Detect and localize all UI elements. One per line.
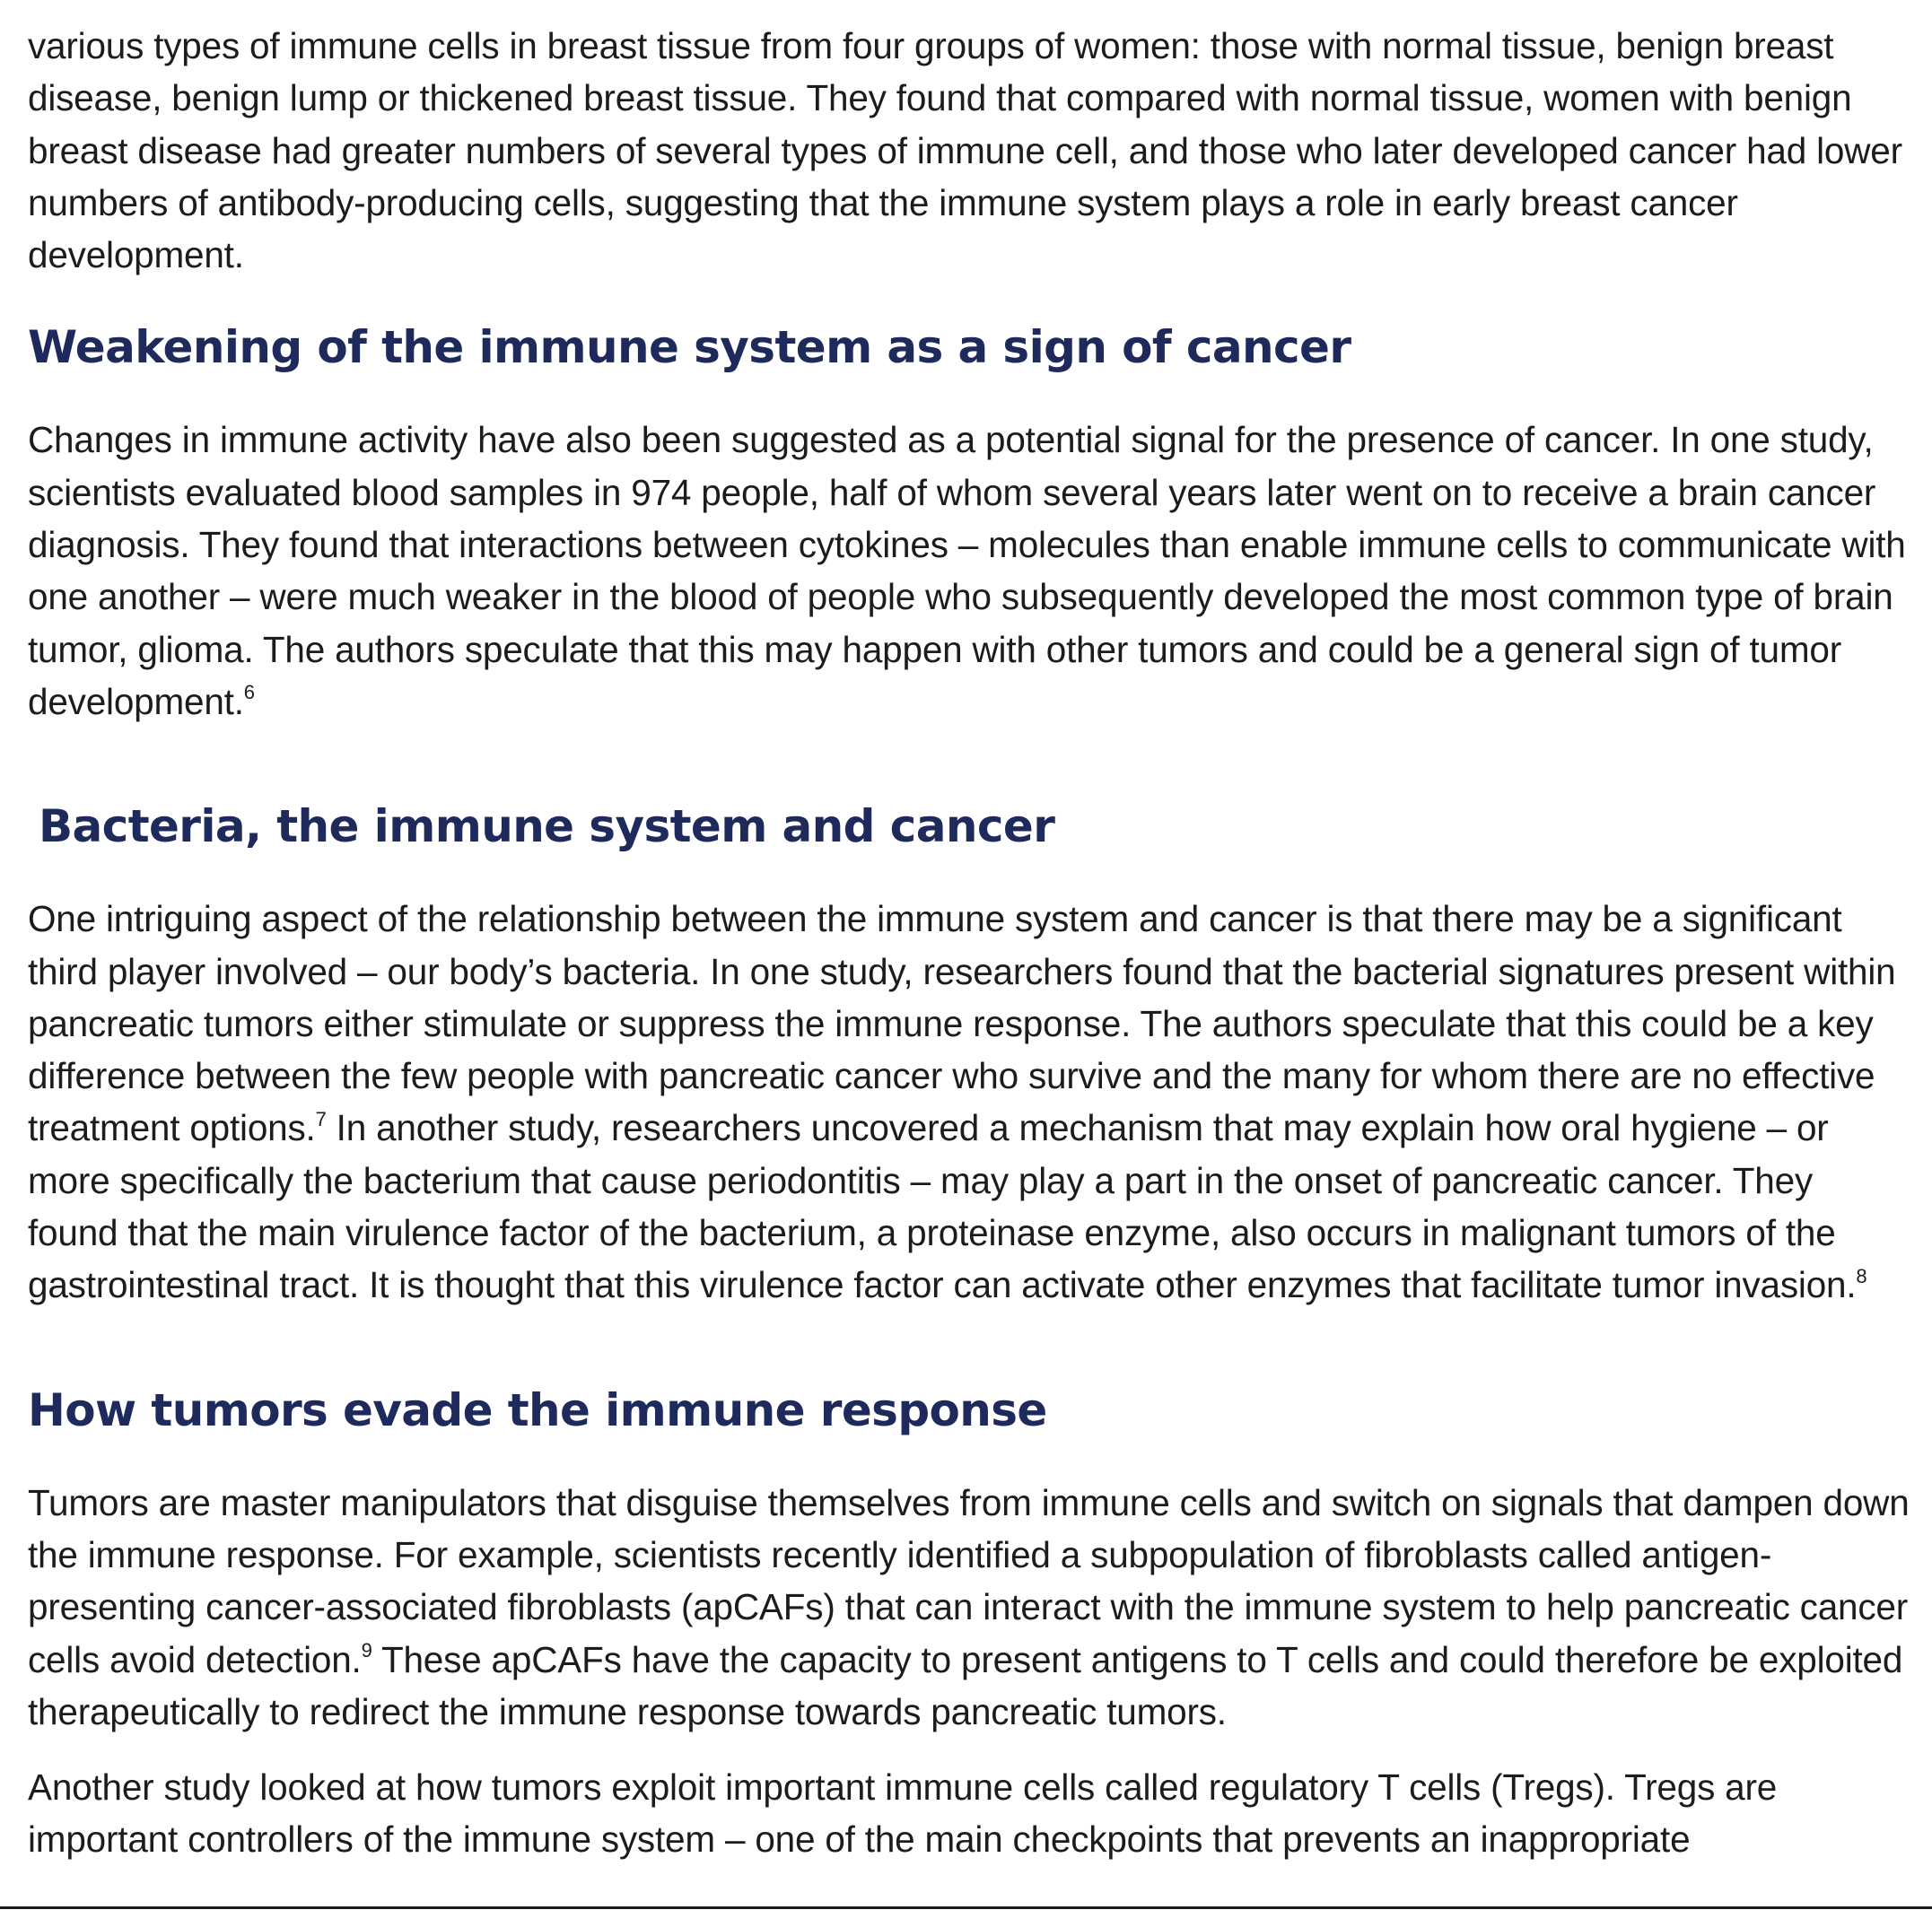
reference-8: 8 bbox=[1856, 1264, 1867, 1287]
paragraph-bacteria bbox=[28, 893, 1912, 1311]
bottom-divider bbox=[0, 1906, 1932, 1909]
heading-evade: How tumors evade the immune response bbox=[28, 1383, 1047, 1436]
paragraph-evade-1-text-2: These apCAFs have the capacity to present antigens to T cells and could therefore be exploited therapeutically to redirect the immune response towards pancreatic tumors. bbox=[28, 1638, 1903, 1732]
reference-7: 7 bbox=[315, 1107, 327, 1130]
intro-paragraph-text: various types of immune cells in breast tissue from four groups of women: those with normal tissue, benign breast disease, benign lump or thickened breast tissue. They found that compared with normal tissue, women with benign breast disease had greater numbers of several types of immune cell, and those who later developed cancer had lower numbers of antibody-producing cells, suggesting that the immune system plays a role in early breast cancer development. bbox=[28, 25, 1902, 276]
paragraph-evade-1 bbox=[28, 1477, 1912, 1738]
reference-9: 9 bbox=[361, 1639, 372, 1662]
paragraph-evade-1-text-1: Tumors are master manipulators that disguise themselves from immune cells and switch on signals that dampen down the immune response. For example, scientists recently identified a subpopulation of fibroblasts called antigen-presenting cancer-associated fibroblasts (apCAFs) that can interact with the immune system to help pancreatic cancer cells avoid detection. bbox=[28, 1481, 1910, 1680]
heading-bacteria: Bacteria, the immune system and cancer bbox=[39, 800, 1055, 853]
paragraph-evade-2-text: Another study looked at how tumors exploit important immune cells called regulatory T cells (Tregs). Tregs are important controllers of the immune system – one of the main checkpoints that prevents an inappropriate bbox=[28, 1766, 1778, 1861]
paragraph-weakening-text: Changes in immune activity have also been suggested as a potential signal for the presence of cancer. In one study, scientists evaluated blood samples in 974 people, half of whom several years later went on to receive a brain cancer diagnosis. They found that interactions between cytokines – molecules than enable immune cells to communicate with one another – were much weaker in the blood of people who subsequently developed the most common type of brain tumor, glioma. The authors speculate that this may happen with other tumors and could be a general sign of tumor development. bbox=[28, 419, 1906, 722]
paragraph-bacteria-text-2: In another study, researchers uncovered a mechanism that may explain how oral hygiene – or more specifically the bacterium that cause periodontitis – may play a part in the onset of pancreatic cancer. They found that the main virulence factor of the bacterium, a proteinase enzyme, also occurs in malignant tumors of the gastrointestinal tract. It is thought that this virulence factor can activate other enzymes that facilitate tumor invasion. bbox=[28, 1107, 1857, 1306]
intro-paragraph bbox=[28, 20, 1912, 281]
reference-6: 6 bbox=[243, 681, 255, 704]
paragraph-weakening bbox=[28, 414, 1912, 728]
heading-weakening: Weakening of the immune system as a sign of cancer bbox=[28, 321, 1351, 374]
document-page bbox=[28, 20, 1912, 1866]
paragraph-evade-2 bbox=[28, 1761, 1912, 1866]
paragraph-bacteria-text-1: One intriguing aspect of the relationship between the immune system and cancer is that there may be a significant third player involved – our body’s bacteria. In one study, researchers found that the bacterial signatures present within pancreatic tumors either stimulate or suppress the immune response. The authors speculate that this could be a key difference between the few people with pancreatic cancer who survive and the many for whom there are no effective treatment options. bbox=[28, 898, 1896, 1149]
